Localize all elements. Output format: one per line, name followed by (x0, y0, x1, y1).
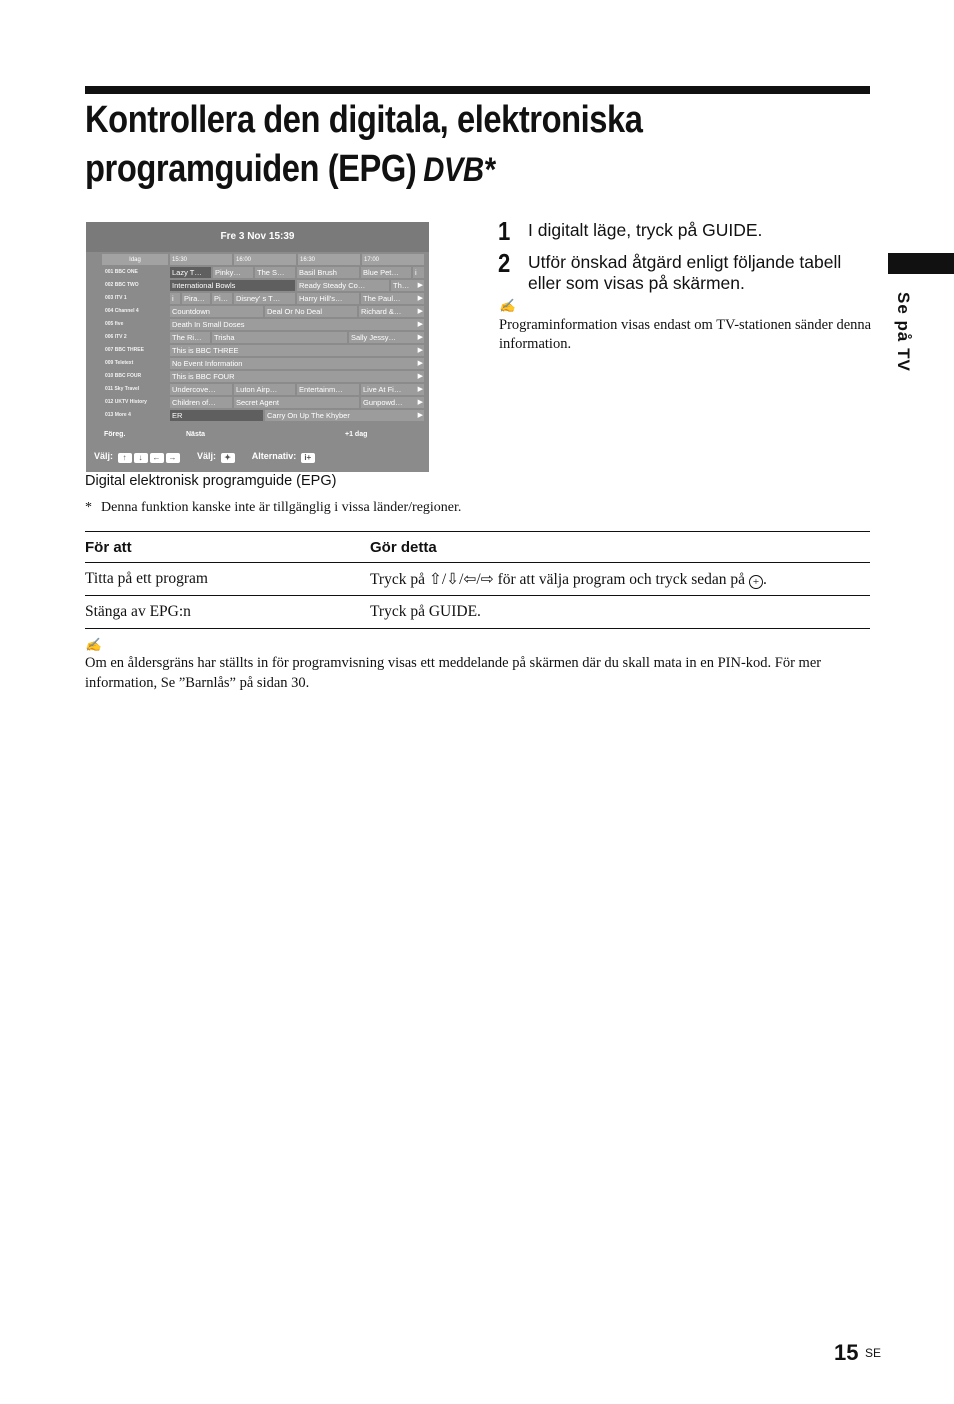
page-title-line2: programguiden (EPG) (85, 148, 417, 190)
epg-channel: 013 More 4 (105, 412, 131, 418)
epg-more-arrow-icon: ▶ (417, 321, 423, 328)
epg-channel-row (102, 305, 424, 318)
epg-caption: Digital elektronisk programguide (EPG) (85, 473, 337, 489)
step-number: 2 (498, 248, 511, 278)
epg-select-ok-label: Välj: (197, 451, 217, 461)
epg-program: Harry Hill's… (297, 293, 359, 304)
epg-program: Undercove… (170, 384, 232, 395)
epg-channel: 007 BBC THREE (105, 347, 144, 353)
table-cell-text-end: . (762, 570, 767, 588)
epg-channel-row (102, 279, 424, 292)
epg-channel: 009 Teletext (105, 360, 134, 366)
epg-program: Trisha (212, 332, 347, 343)
epg-date: Fre 3 Nov 15:39 (86, 222, 429, 252)
epg-more-arrow-icon: ▶ (417, 373, 423, 380)
epg-program: Deal Or No Deal (265, 306, 357, 317)
epg-program: Blue Pet… (361, 267, 411, 278)
epg-channel-row (102, 292, 424, 305)
epg-header-today: Idag (102, 254, 168, 265)
epg-program: Gunpowd… (361, 397, 424, 408)
epg-channel-row (102, 409, 424, 422)
epg-program: This is BBC FOUR (170, 371, 424, 382)
page-language-code: SE (865, 1346, 882, 1360)
table-header-row (85, 532, 870, 563)
epg-channel-row (102, 383, 424, 396)
epg-channel: 012 UKTV History (105, 399, 147, 405)
epg-program: Sally Jessy… (349, 332, 424, 343)
ok-circle-icon: + (749, 575, 763, 589)
arrow-up-icon: ↑ (118, 453, 132, 463)
epg-program: Pi… (212, 293, 232, 304)
epg-channel-row (102, 266, 424, 279)
epg-program: Live At Fi… (361, 384, 424, 395)
side-tab-marker (888, 253, 954, 274)
step-text: Utför önskad åtgärd enligt följande tabell eller som visas på skärmen. (528, 252, 842, 293)
epg-options-label: Alternativ: (251, 451, 297, 461)
arrow-down-icon: ↓ (134, 453, 148, 463)
table-cell: Titta på ett program (85, 563, 370, 596)
arrow-right-icon: → (166, 453, 180, 463)
epg-program: Basil Brush (297, 267, 359, 278)
epg-program: Lazy T… (170, 267, 211, 278)
epg-program: Luton Airp… (234, 384, 295, 395)
epg-program: Children of… (170, 397, 232, 408)
epg-channel: 006 ITV 2 (105, 334, 127, 340)
epg-channel-row (102, 331, 424, 344)
epg-program: Death In Small Doses (170, 319, 424, 330)
table-row (85, 596, 870, 629)
epg-header-row (102, 254, 424, 266)
epg-channel: 010 BBC FOUR (105, 373, 142, 379)
epg-footer (102, 428, 424, 440)
epg-channel: 003 ITV 1 (105, 295, 127, 301)
epg-program: No Event Information (170, 358, 424, 369)
epg-channel: 011 Sky Travel (105, 386, 140, 392)
arrow-left-icon: ← (150, 453, 164, 463)
step-number: 1 (498, 216, 511, 246)
epg-header-time: 16:30 (298, 254, 360, 265)
note-pencil-icon: ✍ (499, 298, 516, 313)
epg-select-move-label: Välj: (94, 451, 114, 461)
epg-more-arrow-icon: ▶ (417, 360, 423, 367)
epg-channel-row (102, 370, 424, 383)
epg-more-arrow-icon: ▶ (417, 386, 423, 393)
page-title (85, 96, 773, 195)
epg-controls (94, 449, 315, 463)
epg-header-time: 17:00 (362, 254, 424, 265)
epg-more-arrow-icon: ▶ (417, 334, 423, 341)
epg-program: The S… (255, 267, 295, 278)
epg-program: Countdown (170, 306, 263, 317)
note-program-info: Programinformation visas endast om TV-stationen sänder denna information. (499, 317, 872, 352)
epg-program: The Ri… (170, 332, 210, 343)
epg-channel-row (102, 396, 424, 409)
epg-more-arrow-icon: ▶ (417, 308, 423, 315)
epg-more-arrow-icon: ▶ (417, 347, 423, 354)
epg-next-label: Nästa (186, 431, 206, 438)
page-number: 15 (834, 1340, 859, 1365)
epg-program: Carry On Up The Khyber (265, 410, 424, 421)
epg-program: Th… (391, 280, 424, 291)
table-cell: Stänga av EPG:n (85, 596, 370, 629)
action-table (85, 531, 870, 629)
dvb-logo: DVB* (423, 151, 495, 189)
footnote-mark: * (85, 500, 92, 515)
ok-button-icon: ✦ (221, 453, 235, 463)
epg-screen (86, 222, 429, 472)
epg-program: Ready Steady Co… (297, 280, 389, 291)
epg-more-arrow-icon: ▶ (417, 282, 423, 289)
epg-program: International Bowls (170, 280, 295, 291)
footnote (85, 500, 461, 516)
epg-program: Secret Agent (234, 397, 359, 408)
epg-more-arrow-icon: ▶ (417, 295, 423, 302)
options-button-icon: i+ (301, 453, 315, 463)
note-parental-lock: Om en åldersgräns har ställts in för programvisning visas ett meddelande på skärmen där du skall mata in en PIN-kod. För mer information, Se ”Barnlås” på sidan 30. (85, 655, 822, 691)
epg-program: Disney' s T… (234, 293, 295, 304)
epg-channel-row (102, 344, 424, 357)
epg-plus-day-label: +1 dag (345, 431, 368, 438)
epg-program: Entertainm… (297, 384, 359, 395)
note-pencil-icon: ✍ (85, 637, 102, 652)
epg-program: ER (170, 410, 263, 421)
epg-program: The Paul… (361, 293, 424, 304)
epg-program: i (413, 267, 424, 278)
page-title-line1: Kontrollera den digitala, elektroniska (85, 99, 643, 141)
table-cell (370, 563, 870, 596)
epg-channel: 004 Channel 4 (105, 308, 139, 314)
epg-program: i (170, 293, 180, 304)
table-row (85, 563, 870, 596)
epg-more-arrow-icon: ▶ (417, 412, 423, 419)
epg-program: Richard &… (359, 306, 424, 317)
epg-header-time: 15:30 (170, 254, 232, 265)
title-rule (85, 86, 870, 94)
epg-channel: 001 BBC ONE (105, 269, 138, 275)
table-cell-text: Tryck på ⇧/⇩/⇦/⇨ för att välja program och tryck sedan på (370, 570, 746, 588)
epg-channel: 002 BBC TWO (105, 282, 139, 288)
epg-channel-row (102, 318, 424, 331)
epg-channel-row (102, 357, 424, 370)
epg-program: Pinky… (213, 267, 253, 278)
table-header-cell: För att (85, 532, 370, 563)
step-text: I digitalt läge, tryck på GUIDE. (528, 220, 763, 240)
epg-prev-label: Föreg. (104, 431, 126, 438)
epg-header-time: 16:00 (234, 254, 296, 265)
epg-grid (102, 254, 424, 422)
epg-program: Pira… (182, 293, 210, 304)
table-header-cell: Gör detta (370, 532, 870, 563)
table-cell: Tryck på GUIDE. (370, 596, 870, 629)
epg-more-arrow-icon: ▶ (417, 399, 423, 406)
side-tab-label: Se på TV (894, 292, 913, 372)
footnote-text: Denna funktion kanske inte är tillgänglig i vissa länder/regioner. (101, 500, 462, 515)
epg-program: This is BBC THREE (170, 345, 424, 356)
epg-channel: 005 five (105, 321, 124, 327)
